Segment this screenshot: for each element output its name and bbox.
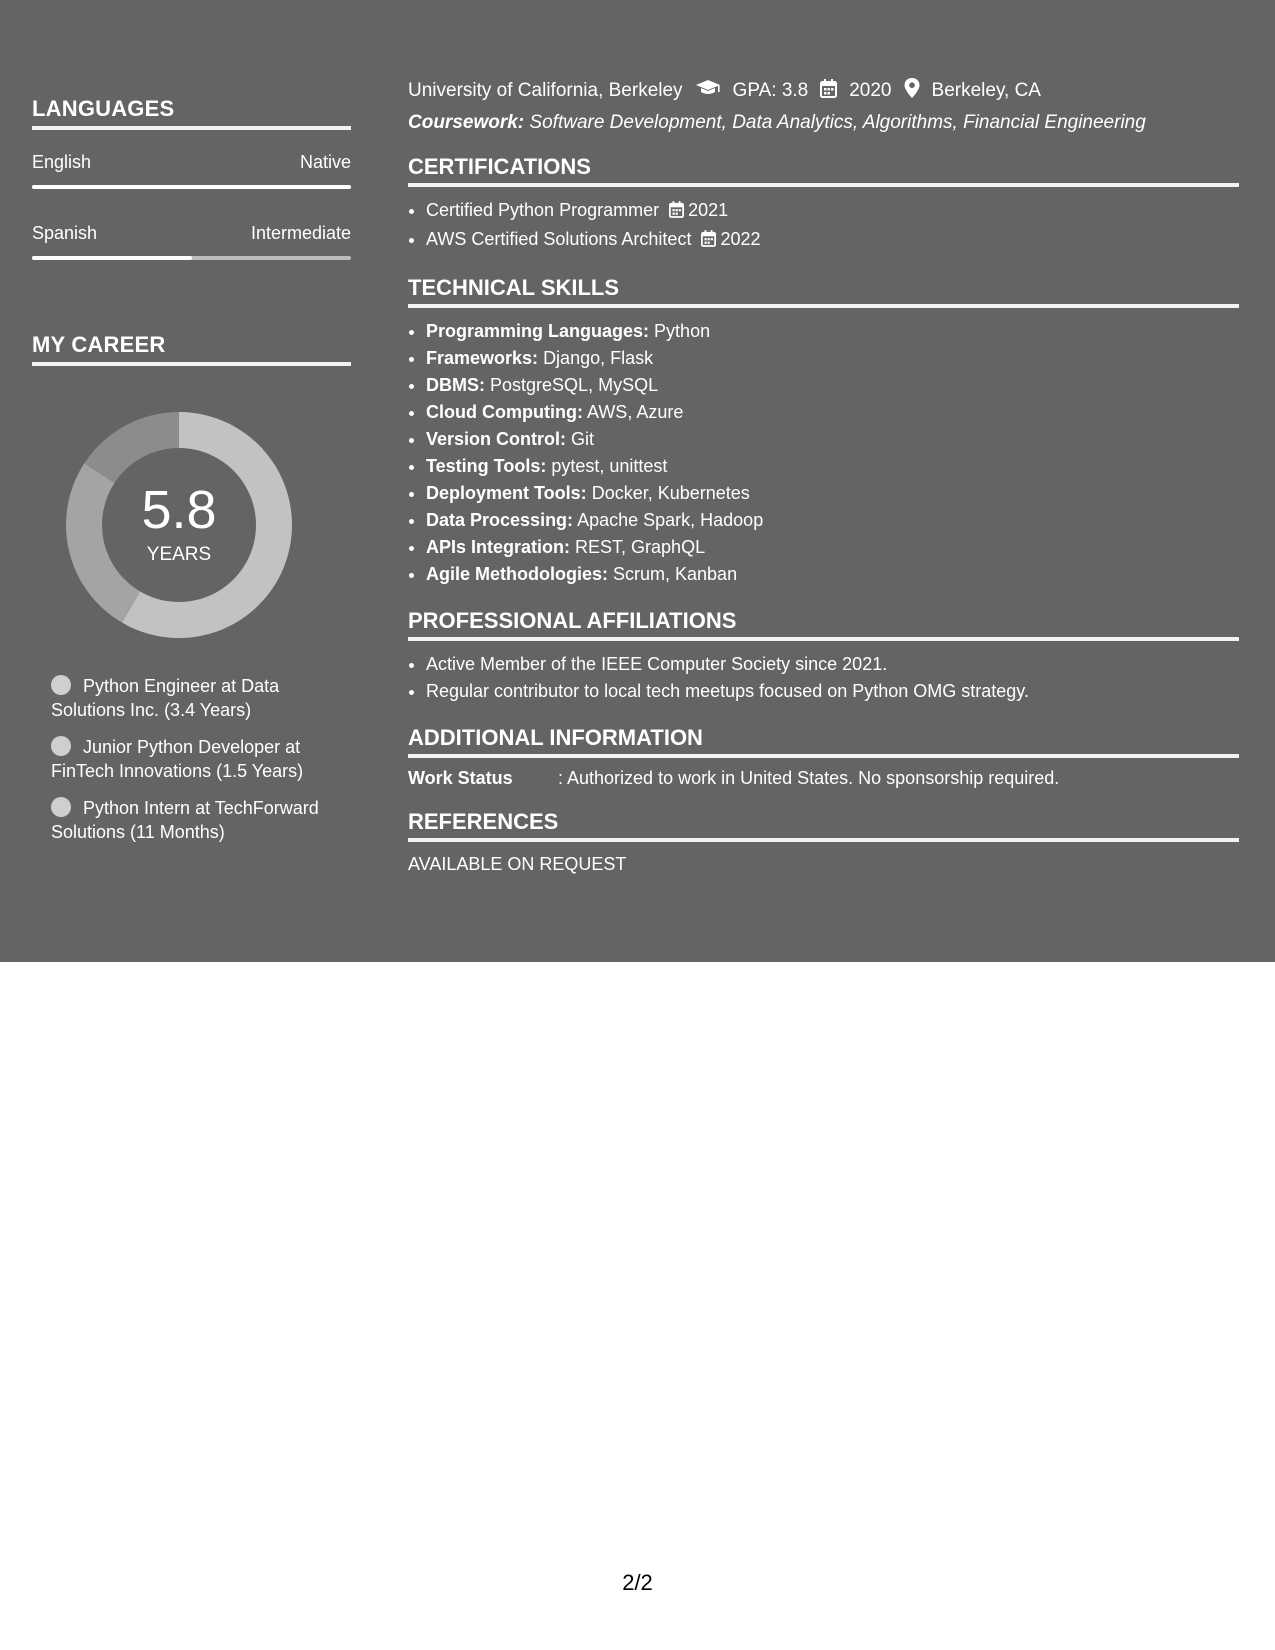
certification-item: • AWS Certified Solutions Architect 2022 xyxy=(426,226,1239,255)
language-bar xyxy=(32,185,351,189)
language-english xyxy=(32,152,351,189)
career-legend-label: Junior Python Developer at FinTech Innovations (1.5 Years) xyxy=(51,737,304,781)
skill-item: • Testing Tools: pytest, unittest xyxy=(426,453,1239,480)
skills-title: TECHNICAL SKILLS xyxy=(408,275,1239,308)
coursework-text: Software Development, Data Analytics, Algorithms, Financial Engineering xyxy=(529,112,1146,133)
calendar-icon xyxy=(701,228,716,255)
skill-item: • Version Control: Git xyxy=(426,426,1239,453)
education-school: University of California, Berkeley xyxy=(408,80,683,101)
skill-item: • Data Processing: Apache Spark, Hadoop xyxy=(426,507,1239,534)
skills-list xyxy=(408,318,1239,588)
skill-item: • Agile Methodologies: Scrum, Kanban xyxy=(426,561,1239,588)
education-coursework xyxy=(408,112,1239,134)
career-legend-label: Python Engineer at Data Solutions Inc. (3.4 Years) xyxy=(51,676,280,720)
skill-item: • Frameworks: Django, Flask xyxy=(426,345,1239,372)
career-title: MY CAREER xyxy=(32,332,351,366)
language-name: English xyxy=(32,152,92,172)
skills-section xyxy=(408,275,1239,588)
references-title: REFERENCES xyxy=(408,809,1239,842)
affiliations-list xyxy=(408,651,1239,705)
affiliations-title: PROFESSIONAL AFFILIATIONS xyxy=(408,608,1239,641)
career-legend xyxy=(51,674,351,844)
affiliation-item: • Regular contributor to local tech meetups focused on Python OMG strategy. xyxy=(426,678,1239,705)
language-level: Intermediate xyxy=(250,223,351,243)
career-legend-item xyxy=(51,674,341,722)
language-name: Spanish xyxy=(32,223,98,243)
language-bar xyxy=(32,256,351,260)
references-section xyxy=(408,809,1239,875)
additional-section xyxy=(408,725,1239,789)
language-level: Native xyxy=(299,152,351,172)
skill-item: • Cloud Computing: AWS, Azure xyxy=(426,399,1239,426)
certifications-section xyxy=(408,154,1239,255)
calendar-icon xyxy=(669,199,684,226)
languages-title: LANGUAGES xyxy=(32,96,351,130)
work-status-row xyxy=(408,768,1239,789)
career-total-value: 5.8 xyxy=(141,480,217,540)
career-legend-item xyxy=(51,735,341,783)
language-bar-fill xyxy=(32,185,351,189)
education-gpa: GPA: 3.8 xyxy=(732,80,809,101)
certifications-list xyxy=(408,197,1239,255)
work-status-value: : Authorized to work in United States. No sponsorship required. xyxy=(558,768,1060,788)
certification-item: • Certified Python Programmer 2021 xyxy=(426,197,1239,226)
career-donut-chart xyxy=(64,410,294,640)
language-bar-fill xyxy=(32,256,192,260)
education-year: 2020 xyxy=(849,80,892,101)
career-legend-item xyxy=(51,796,341,844)
skill-item: • APIs Integration: REST, GraphQL xyxy=(426,534,1239,561)
certifications-title: CERTIFICATIONS xyxy=(408,154,1239,187)
right-column xyxy=(408,78,1239,875)
references-text: AVAILABLE ON REQUEST xyxy=(408,854,627,874)
education-location: Berkeley, CA xyxy=(931,80,1041,101)
affiliation-item: • Active Member of the IEEE Computer Society since 2021. xyxy=(426,651,1239,678)
work-status-key: Work Status xyxy=(408,768,513,788)
donut-segment-2 xyxy=(84,412,179,483)
calendar-icon xyxy=(820,79,837,104)
education-line xyxy=(408,78,1239,104)
coursework-label: Coursework: xyxy=(408,112,525,133)
additional-title: ADDITIONAL INFORMATION xyxy=(408,725,1239,758)
legend-dot-icon xyxy=(51,797,71,817)
skill-item: • DBMS: PostgreSQL, MySQL xyxy=(426,372,1239,399)
affiliations-section xyxy=(408,608,1239,705)
skill-item: • Deployment Tools: Docker, Kubernetes xyxy=(426,480,1239,507)
career-legend-label: Python Intern at TechForward Solutions (11 Months) xyxy=(51,798,319,842)
map-pin-icon xyxy=(904,78,920,104)
career-total-unit: YEARS xyxy=(146,544,212,565)
left-column xyxy=(32,96,351,857)
graduation-cap-icon xyxy=(695,79,721,103)
legend-dot-icon xyxy=(51,675,71,695)
legend-dot-icon xyxy=(51,736,71,756)
page-number: 2/2 xyxy=(622,1570,653,1595)
skill-item: • Programming Languages: Python xyxy=(426,318,1239,345)
language-spanish xyxy=(32,223,351,260)
